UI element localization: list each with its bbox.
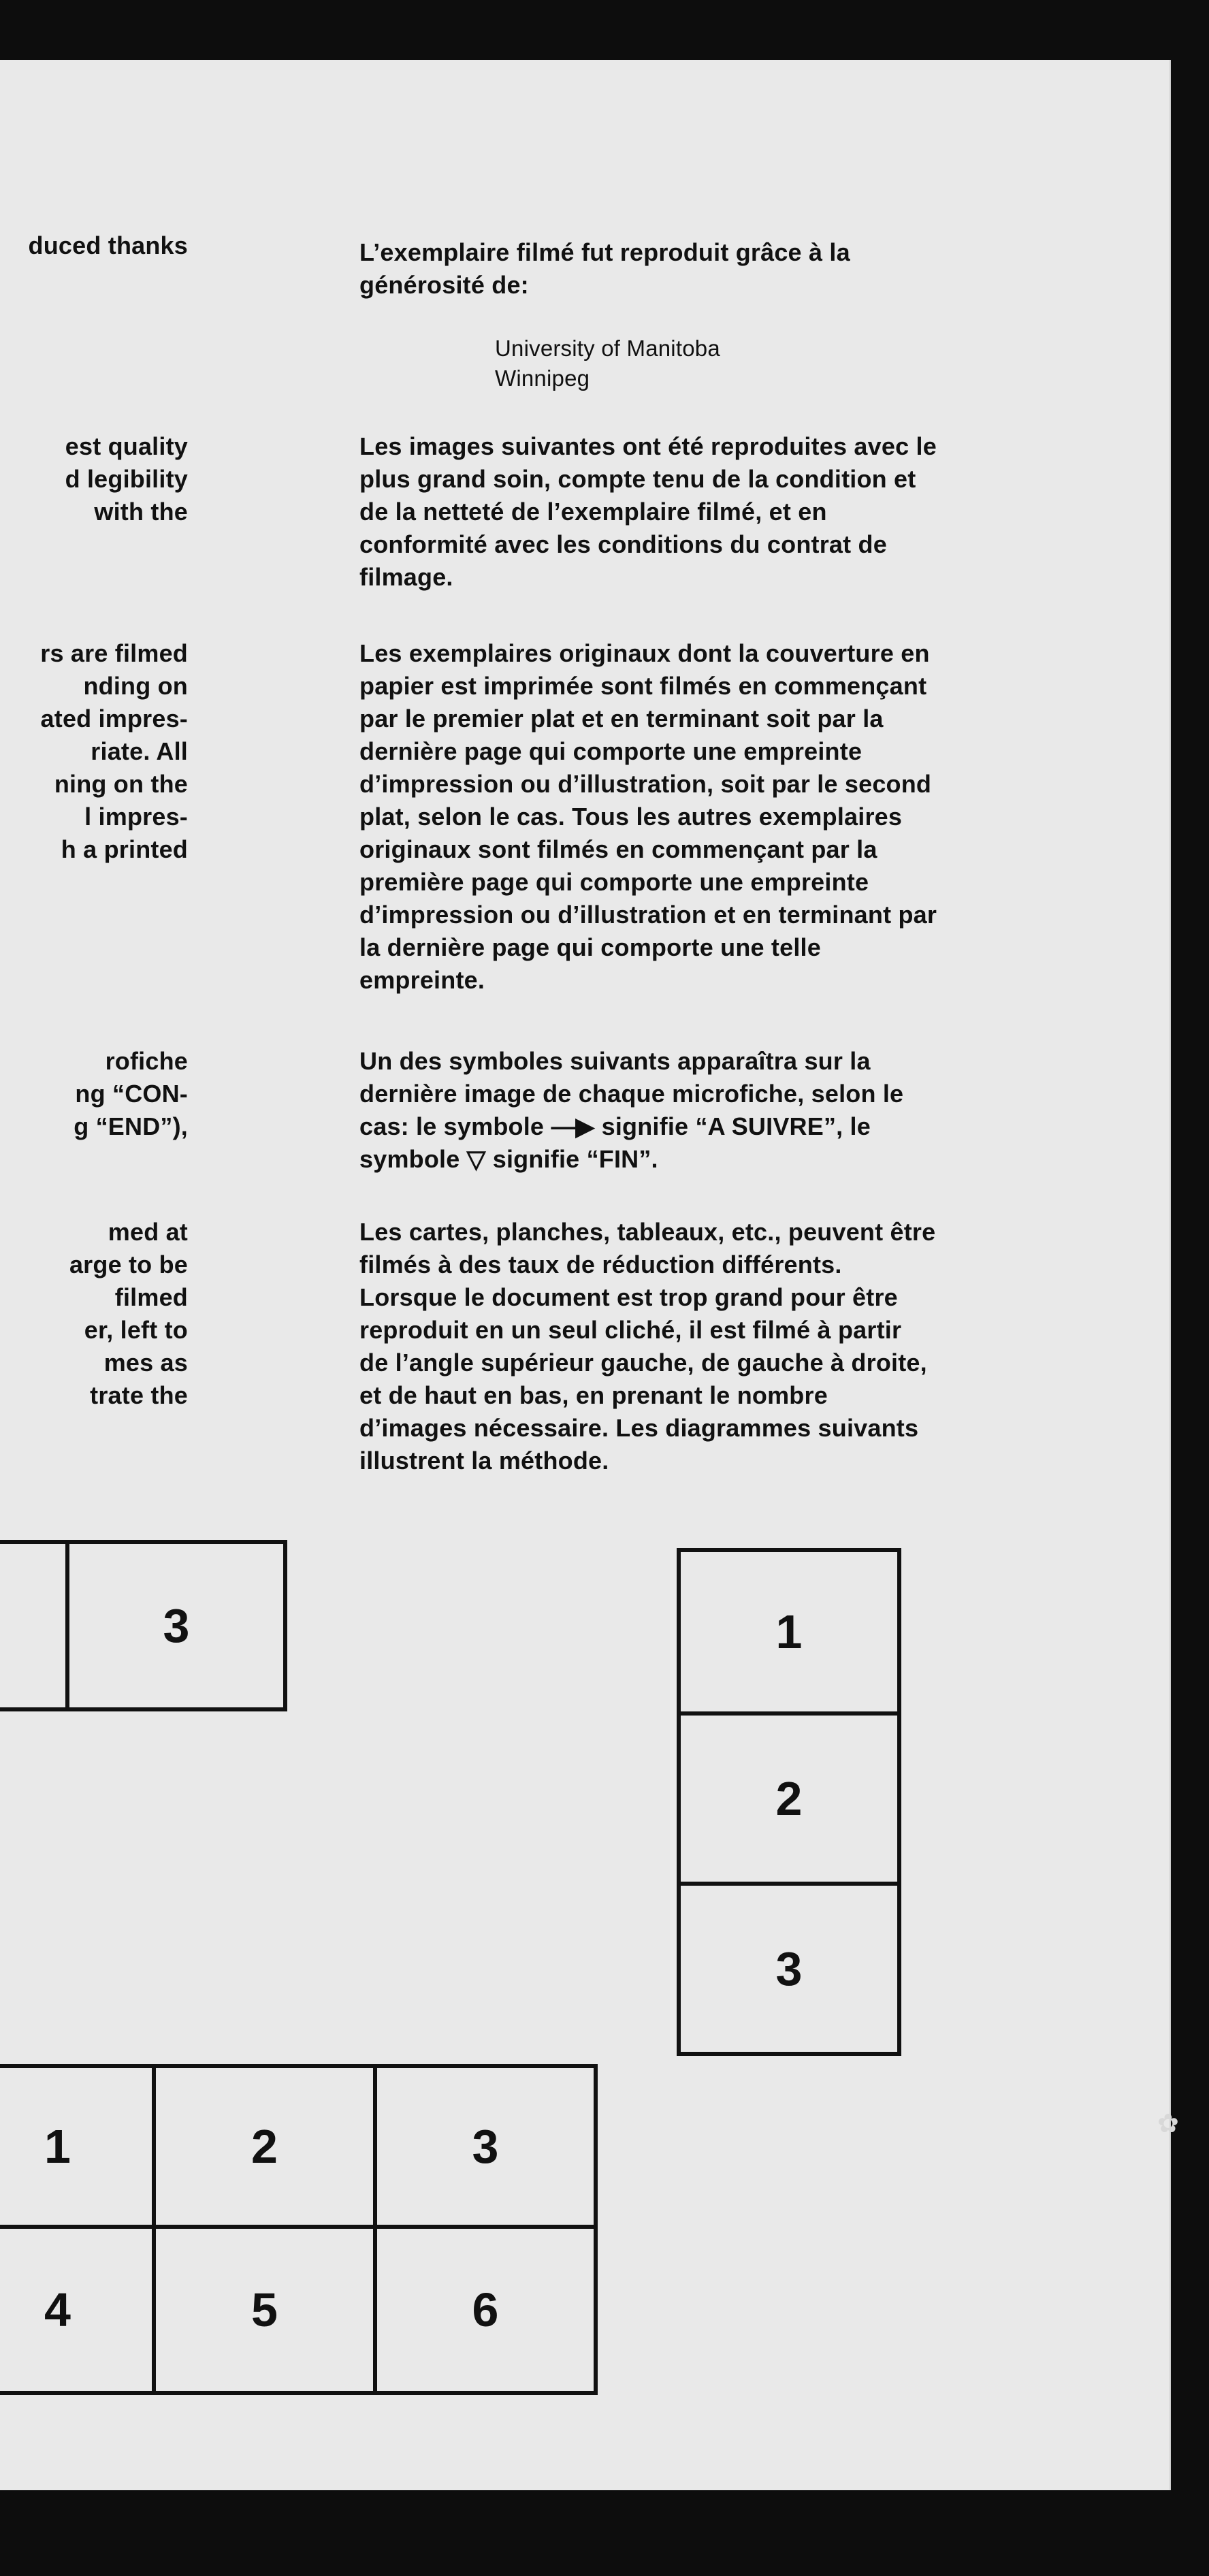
text-line: plat, selon le cas. Tous les autres exemplaires [359, 803, 903, 831]
paragraph-maps [359, 1216, 935, 1477]
text-line: Winnipeg [495, 366, 590, 391]
text-line: d’impression ou d’illustration et en terminant par [359, 901, 937, 929]
text-line: University of Manitoba [495, 336, 720, 361]
text-line: ng “CON- [75, 1080, 188, 1108]
paragraph-quality [359, 430, 937, 594]
credit-intro [359, 236, 850, 302]
text-line: rs are filmed [40, 639, 188, 667]
text-line: de la netteté de l’exemplaire filmé, et en [359, 498, 827, 526]
text-line: empreinte. [359, 966, 485, 994]
text-line: ning on the [54, 770, 188, 798]
text-line: g “END”), [74, 1112, 188, 1140]
text-line: med at [108, 1218, 188, 1246]
scanned-page [0, 60, 1179, 2490]
institution-name [495, 334, 720, 393]
text-line: d legibility [65, 465, 188, 493]
text-line: dernière image de chaque microfiche, selon le [359, 1080, 904, 1108]
text-line: arge to be [69, 1251, 188, 1278]
text-line: mes as [103, 1349, 188, 1376]
grid-frame-1: 1 [0, 2064, 156, 2229]
text-line: filmés à des taux de réduction différents. [359, 1251, 842, 1278]
text-line: Un des symboles suivants apparaîtra sur la [359, 1047, 871, 1075]
text-line: illustrent la méthode. [359, 1447, 609, 1475]
left-paragraph-1 [0, 229, 188, 262]
scan-blemish-icon: ✿ [1157, 2108, 1179, 2138]
text-line: ated impres- [40, 705, 188, 732]
text-line: par le premier plat et en terminant soit par la [359, 705, 884, 732]
strip-frame-3: 3 [65, 1540, 287, 1711]
left-paragraph-4 [0, 1045, 188, 1143]
text-line: Les exemplaires originaux dont la couverture en [359, 639, 930, 667]
text-line: L’exemplaire filmé fut reproduit grâce à la [359, 238, 850, 266]
text-line: et de haut en bas, en prenant le nombre [359, 1381, 828, 1409]
left-paragraph-3 [0, 637, 188, 866]
text-line: trate the [90, 1381, 188, 1409]
text-line: de l’angle supérieur gauche, de gauche à droite, [359, 1349, 927, 1376]
vertical-frame-1: 1 [677, 1548, 901, 1716]
grid-frame-2: 2 [152, 2064, 377, 2229]
left-paragraph-2 [0, 430, 188, 528]
text-line: dernière page qui comporte une empreinte [359, 737, 863, 765]
text-line: duced thanks [28, 231, 188, 259]
text-line: nding on [83, 672, 188, 700]
grid-frame-4: 4 [0, 2225, 156, 2395]
text-line: filmed [114, 1283, 188, 1311]
text-line: la dernière page qui comporte une telle [359, 933, 821, 961]
vertical-frame-3: 3 [677, 1882, 901, 2056]
text-line: plus grand soin, compte tenu de la condition et [359, 465, 916, 493]
text-line: est quality [65, 432, 188, 460]
grid-frame-6: 6 [373, 2225, 598, 2395]
text-line: Lorsque le document est trop grand pour être [359, 1283, 898, 1311]
vertical-frame-2: 2 [677, 1711, 901, 1886]
text-line: conformité avec les conditions du contrat de [359, 530, 887, 558]
grid-frame-5: 5 [152, 2225, 377, 2395]
text-line: cas: le symbole —▶ signifie “A SUIVRE”, le [359, 1112, 871, 1140]
strip-frame-partial [0, 1540, 69, 1711]
text-line: Les cartes, planches, tableaux, etc., peuvent être [359, 1218, 936, 1246]
text-line: d’images nécessaire. Les diagrammes suivants [359, 1414, 919, 1442]
left-paragraph-5 [0, 1216, 188, 1412]
text-line: symbole ▽ signifie “FIN”. [359, 1145, 658, 1173]
text-line: Les images suivantes ont été reproduites avec le [359, 432, 937, 460]
grid-frame-3: 3 [373, 2064, 598, 2229]
text-line: riate. All [91, 737, 188, 765]
paragraph-symbols [359, 1045, 903, 1176]
text-line: with the [94, 498, 188, 526]
text-line: rofiche [105, 1047, 188, 1075]
text-line: générosité de: [359, 271, 529, 299]
text-line: er, left to [84, 1316, 188, 1344]
paragraph-originals [359, 637, 937, 997]
text-line: reproduit en un seul cliché, il est filmé à partir [359, 1316, 902, 1344]
text-line: l impres- [84, 803, 188, 831]
text-line: papier est imprimée sont filmés en commençant [359, 672, 927, 700]
text-line: h a printed [61, 835, 188, 863]
text-line: originaux sont filmés en commençant par la [359, 835, 877, 863]
text-line: d’impression ou d’illustration, soit par le second [359, 770, 932, 798]
text-line: première page qui comporte une empreinte [359, 868, 869, 896]
text-line: filmage. [359, 563, 453, 591]
